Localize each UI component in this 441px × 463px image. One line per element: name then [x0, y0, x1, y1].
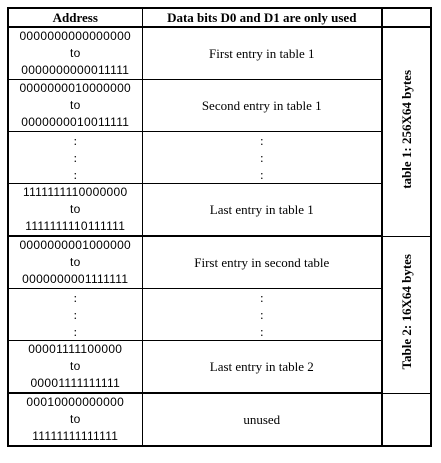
address-start: 00001111100000	[28, 342, 123, 356]
table-row	[8, 341, 431, 394]
entry-description: First entry in table 1	[142, 27, 382, 80]
address-range-cell	[8, 341, 142, 394]
ellipsis-dots: :	[259, 150, 264, 165]
ellipsis-dots: :	[73, 307, 78, 322]
address-range-cell	[8, 27, 142, 80]
entry-description: Last entry in table 2	[142, 341, 382, 394]
address-header: Address	[8, 8, 142, 27]
address-start: 0000000001000000	[19, 238, 132, 252]
description-ellipsis-cell	[142, 289, 382, 341]
table-row	[8, 236, 431, 289]
ellipsis-row	[8, 132, 431, 184]
address-start: 1111111110000000	[23, 185, 128, 199]
ellipsis-dots: :	[259, 167, 264, 182]
ellipsis-dots: :	[259, 324, 264, 339]
address-end: 0000000001111111	[22, 272, 129, 286]
table-row	[8, 393, 431, 446]
address-to: to	[69, 46, 81, 60]
ellipsis-dots: :	[73, 150, 78, 165]
ellipsis-row	[8, 289, 431, 341]
entry-description: Last entry in table 1	[142, 184, 382, 237]
address-to: to	[69, 98, 81, 112]
address-end: 0000000000011111	[21, 63, 130, 77]
entry-description: unused	[142, 393, 382, 446]
address-end: 1111111110111111	[25, 219, 126, 233]
data-bits-header: Data bits D0 and D1 are only used	[142, 8, 382, 27]
address-range-cell	[8, 236, 142, 289]
address-to: to	[69, 202, 81, 216]
address-ellipsis-cell	[8, 132, 142, 184]
address-ellipsis-cell	[8, 289, 142, 341]
table1-side-label: table 1: 256X64 bytes	[398, 69, 414, 189]
table-row	[8, 184, 431, 237]
entry-description: Second entry in table 1	[142, 80, 382, 132]
table-row	[8, 27, 431, 80]
header-row	[8, 8, 431, 27]
address-end: 00001111111111	[30, 376, 121, 390]
address-start: 00010000000000	[26, 395, 125, 409]
entry-description: First entry in second table	[142, 236, 382, 289]
address-end: 11111111111111	[32, 429, 119, 443]
ellipsis-dots: :	[73, 167, 78, 182]
ellipsis-dots: :	[259, 133, 264, 148]
address-to: to	[69, 255, 81, 269]
ellipsis-dots: :	[259, 290, 264, 305]
address-start: 0000000000000000	[19, 29, 132, 43]
ellipsis-dots: :	[73, 133, 78, 148]
address-start: 0000000010000000	[19, 81, 132, 95]
table2-side-cell	[382, 236, 431, 393]
ellipsis-dots: :	[73, 324, 78, 339]
address-end: 0000000010011111	[21, 115, 130, 129]
address-range-cell	[8, 80, 142, 132]
table1-side-cell	[382, 27, 431, 236]
description-ellipsis-cell	[142, 132, 382, 184]
address-map-table	[7, 7, 432, 447]
address-range-cell	[8, 184, 142, 237]
header-side-cell	[382, 8, 431, 27]
address-to: to	[69, 412, 81, 426]
ellipsis-dots: :	[73, 290, 78, 305]
unused-side-cell	[382, 393, 431, 446]
table-row	[8, 80, 431, 132]
address-range-cell	[8, 393, 142, 446]
ellipsis-dots: :	[259, 307, 264, 322]
table2-side-label: Table 2: 16X64 bytes	[398, 254, 414, 370]
address-to: to	[69, 359, 81, 373]
